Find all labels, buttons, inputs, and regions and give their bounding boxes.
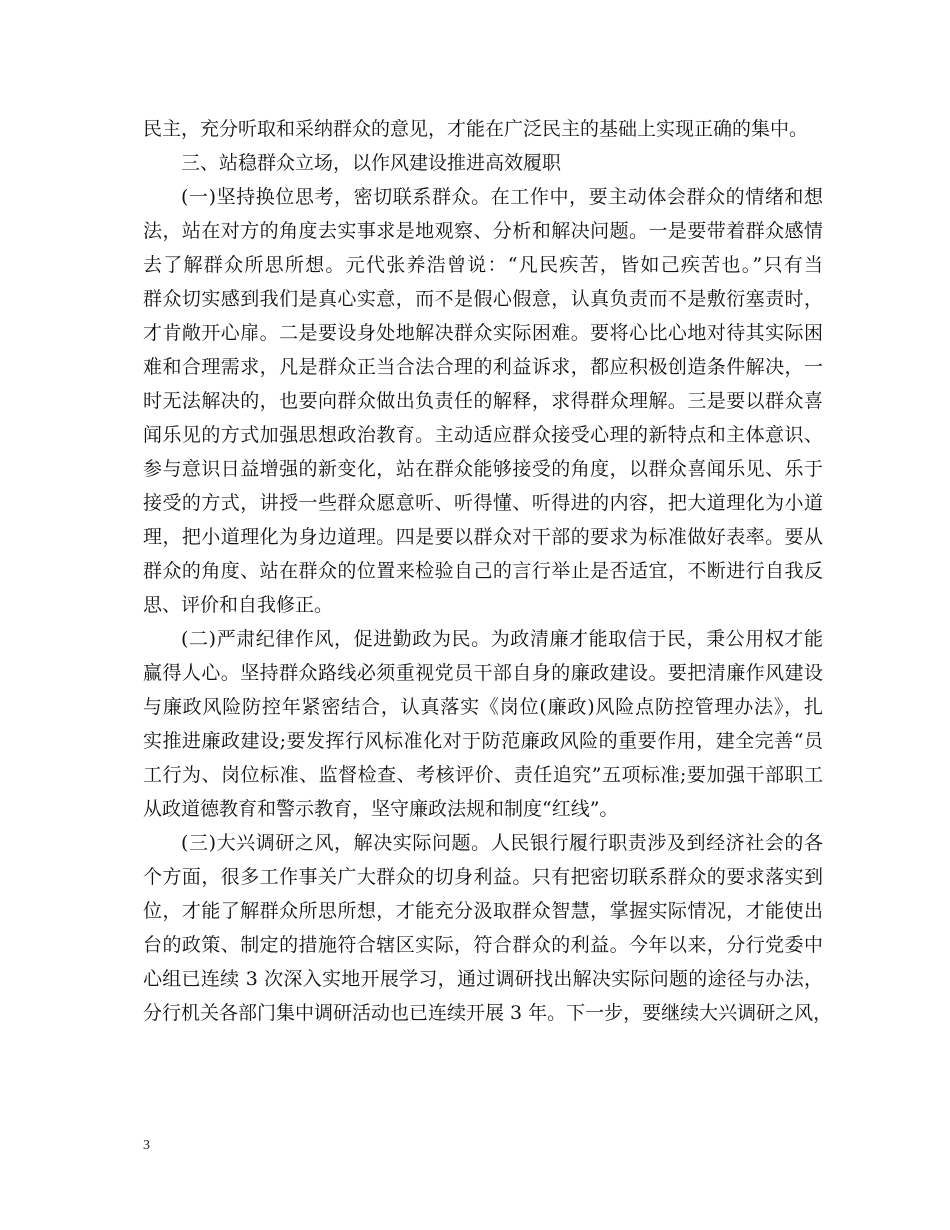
text-line: 闻乐见的方式加强思想政治教育。主动适应群众接受心理的新特点和主体意识、 [143,424,823,446]
text-line: (二)严肃纪律作风，促进勤政为民。为政清廉才能取信于民，秉公用权才能 [181,628,823,650]
text-line: 心组已连续 3 次深入实地开展学习，通过调研找出解决实际问题的途径与办法， [143,968,823,990]
text-line: 接受的方式，讲授一些群众愿意听、听得懂、听得进的内容，把大道理化为小道 [143,492,823,514]
text-line: 台的政策、制定的措施符合辖区实际，符合群众的利益。今年以来，分行党委中 [143,934,823,956]
text-line: 实推进廉政建设;要发挥行风标准化对于防范廉政风险的重要作用，建全完善“员 [143,730,823,752]
text-line: 理，把小道理化为身边道理。四是要以群众对干部的要求为标准做好表率。要从 [143,526,823,548]
text-line: 去了解群众所思所想。元代张养浩曾说：“凡民疾苦，皆如己疾苦也。”只有当 [143,254,823,276]
text-line: (一)坚持换位思考，密切联系群众。在工作中，要主动体会群众的情绪和想 [181,186,823,208]
page-number: 3 [143,1138,150,1153]
document-body [143,112,833,1030]
text-line: 个方面，很多工作事关广大群众的切身利益。只有把密切联系群众的要求落实到 [143,866,823,888]
text-line: 从政道德教育和警示教育，坚守廉政法规和制度“红线”。 [143,798,619,820]
text-line: 法，站在对方的角度去实事求是地观察、分析和解决问题。一是要带着群众感情 [143,220,823,242]
text-line: (三)大兴调研之风，解决实际问题。人民银行履行职责涉及到经济社会的各 [181,832,823,854]
text-line: 难和合理需求，凡是群众正当合法合理的利益诉求，都应积极创造条件解决，一 [143,356,823,378]
text-line: 群众的角度、站在群众的位置来检验自己的言行举止是否适宜，不断进行自我反 [143,560,823,582]
text-line: 时无法解决的，也要向群众做出负责任的解释，求得群众理解。三是要以群众喜 [143,390,823,412]
text-line: 思、评价和自我修正。 [143,594,334,616]
text-line: 民主，充分听取和采纳群众的意见，才能在广泛民主的基础上实现正确的集中。 [143,118,809,140]
text-line: 三、站稳群众立场，以作风建设推进高效履职 [181,152,562,174]
text-line: 与廉政风险防控年紧密结合，认真落实《岗位(廉政)风险点防控管理办法》，扎 [143,696,823,718]
text-line: 工行为、岗位标准、监督检查、考核评价、责任追究”五项标准;要加强干部职工 [143,764,823,786]
text-line: 参与意识日益增强的新变化，站在群众能够接受的角度，以群众喜闻乐见、乐于 [143,458,823,480]
text-line: 分行机关各部门集中调研活动也已连续开展 3 年。下一步，要继续大兴调研之风， [143,1002,833,1024]
text-line: 群众切实感到我们是真心实意，而不是假心假意，认真负责而不是敷衍塞责时， [143,288,823,310]
text-line: 才肯敞开心扉。二是要设身处地解决群众实际困难。要将心比心地对待其实际困 [143,322,823,344]
text-line: 位，才能了解群众所思所想，才能充分汲取群众智慧，掌握实际情况，才能使出 [143,900,823,922]
text-line: 赢得人心。坚持群众路线必须重视党员干部自身的廉政建设。要把清廉作风建设 [143,662,823,684]
